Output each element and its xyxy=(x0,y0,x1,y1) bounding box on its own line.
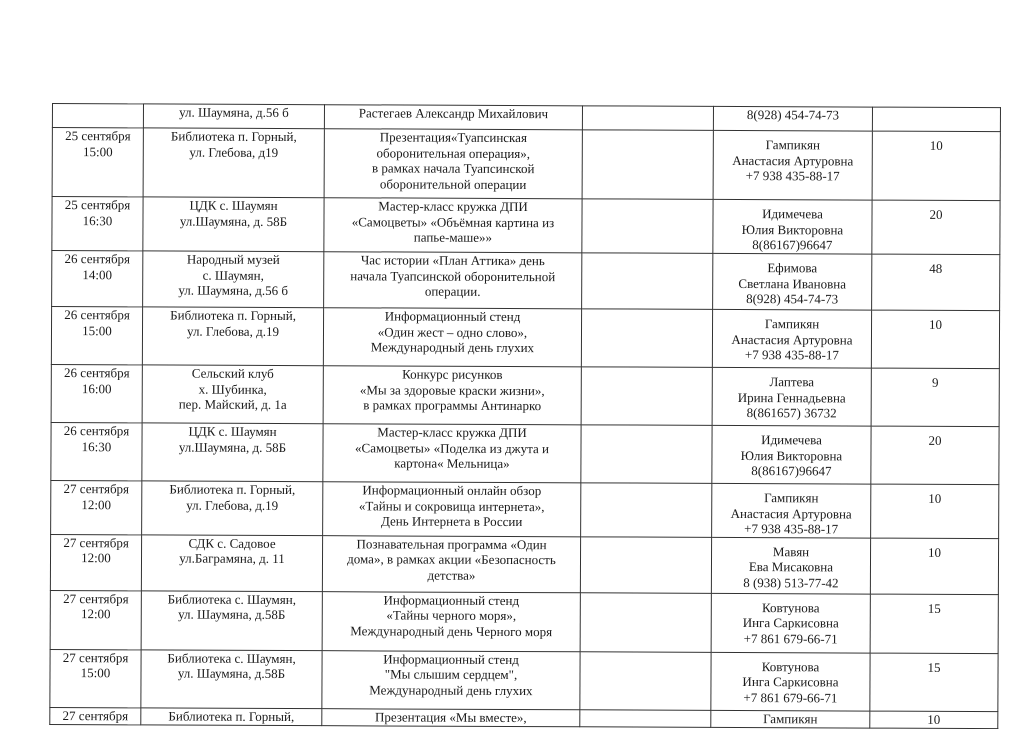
cell-extra xyxy=(580,536,711,593)
cell-date: 25 сентября 16:30 xyxy=(52,197,143,251)
table-row xyxy=(51,364,999,426)
cell-contact: Ефимова Светлана Ивановна 8(928) 454-74-73 xyxy=(713,253,872,310)
cell-contact: Гампикян Анастасия Артуровна +7 938 435-88-17 xyxy=(712,309,871,368)
cell-count: 10 xyxy=(871,310,999,369)
events-table xyxy=(49,103,1001,729)
table-row xyxy=(52,197,1000,255)
table-row xyxy=(51,422,999,484)
cell-place: Библиотека п. Горный, xyxy=(141,707,322,725)
cell-extra xyxy=(582,199,713,254)
table-row xyxy=(51,480,999,538)
cell-place: Библиотека п. Горный, ул. Глебова, д.19 xyxy=(142,481,323,535)
cell-contact: Идимечева Юлия Викторовна 8(86167)96647 xyxy=(713,199,872,254)
table-row xyxy=(50,707,998,728)
cell-contact: Гампикян Анастасия Артуровна +7 938 435-88-17 xyxy=(712,483,871,537)
cell-count: 20 xyxy=(871,426,999,485)
cell-event: Час истории «План Аттика» день начала Туапсинской оборонительной операции. xyxy=(324,252,582,309)
table-row xyxy=(51,307,999,369)
table-row xyxy=(50,534,998,594)
table-row xyxy=(52,251,1000,311)
cell-event: Информационный стенд «Один жест – одно слово», Международный день глухих xyxy=(323,308,581,367)
cell-contact: Гампикян xyxy=(711,710,870,728)
cell-event: Растегаев Александр Михайлович xyxy=(324,105,582,130)
cell-count: 10 xyxy=(872,131,1000,201)
cell-count: 15 xyxy=(870,653,998,712)
cell-event: Презентация «Мы вместе», xyxy=(322,708,580,726)
cell-contact: Мавян Ева Мисаковна 8 (938) 513-77-42 xyxy=(711,537,870,594)
cell-contact: Ковтунова Инга Саркисовна +7 861 679-66-71 xyxy=(711,593,870,653)
cell-extra xyxy=(580,709,711,727)
cell-contact: 8(928) 454-74-73 xyxy=(713,106,872,131)
cell-date: 27 сентября 15:00 xyxy=(50,649,141,707)
cell-extra xyxy=(581,483,712,537)
cell-count xyxy=(872,107,1000,132)
cell-place: Библиотека п. Горный, ул. Глебова, д.19 xyxy=(142,307,323,366)
cell-event: Мастер-класс кружка ДПИ «Самоцветы» «Объёмная картина из папье-маше»» xyxy=(324,198,582,253)
cell-date: 26 сентября 14:00 xyxy=(52,251,143,307)
cell-contact: Ковтунова Инга Саркисовна +7 861 679-66-71 xyxy=(711,652,870,711)
cell-place: Библиотека с. Шаумян, ул. Шаумяна, д.58Б xyxy=(141,649,322,708)
cell-event: Информационный стенд «Тайны черного моря», Международный день Черного моря xyxy=(322,591,580,651)
cell-event: Конкурс рисунков «Мы за здоровые краски жизни», в рамках программы Антинарко xyxy=(323,366,581,425)
cell-extra xyxy=(581,309,712,368)
cell-event: Информационный онлайн обзор «Тайны и сокровища интернета», День Интернета в России xyxy=(323,482,581,537)
cell-date: 27 сентября xyxy=(50,707,141,724)
cell-place: Библиотека п. Горный, ул. Глебова, д19 xyxy=(143,128,324,198)
cell-count: 10 xyxy=(870,538,998,595)
cell-event: Презентация«Туапсинская оборонительная операция», в рамках начала Туапсинской оборонительной операции xyxy=(324,129,582,199)
cell-extra xyxy=(580,592,711,652)
cell-extra xyxy=(582,253,713,310)
table-row xyxy=(50,649,998,711)
cell-count: 48 xyxy=(872,254,1000,311)
cell-place: ул. Шаумяна, д.56 б xyxy=(143,104,324,129)
cell-contact: Гампикян Анастасия Артуровна +7 938 435-88-17 xyxy=(713,130,872,200)
cell-extra xyxy=(580,651,711,710)
cell-date: 27 сентября 12:00 xyxy=(50,590,141,649)
cell-contact: Идимечева Юлия Викторовна 8(86167)96647 xyxy=(712,425,871,484)
cell-date: 27 сентября 12:00 xyxy=(51,480,142,534)
cell-count: 10 xyxy=(871,484,999,538)
cell-extra xyxy=(581,425,712,484)
cell-contact: Лаптева Ирина Геннадьевна 8(861657) 36732 xyxy=(712,367,871,426)
table-row xyxy=(50,590,998,653)
cell-date: 26 сентября 16:00 xyxy=(51,364,142,422)
cell-date: 26 сентября 16:30 xyxy=(51,422,142,480)
cell-count: 20 xyxy=(872,200,1000,255)
cell-place: Библиотека с. Шаумян, ул. Шаумяна, д.58Б xyxy=(141,590,322,650)
cell-event: Мастер-класс кружка ДПИ «Самоцветы» «Поделка из джута и картона« Мельница» xyxy=(323,424,581,483)
cell-place: Народный музей с. Шаумян, ул. Шаумяна, д.56 б xyxy=(143,251,324,308)
cell-date: 27 сентября 12:00 xyxy=(50,534,141,590)
cell-count: 9 xyxy=(871,368,999,427)
cell-event: Информационный стенд "Мы слышим сердцем", Международный день глухих xyxy=(322,650,580,709)
cell-place: СДК с. Садовое ул.Баграмяна, д. 11 xyxy=(141,534,322,591)
cell-count: 10 xyxy=(870,711,998,729)
table-row xyxy=(52,128,1000,201)
cell-event: Познавательная программа «Один дома», в рамках акции «Безопасность детства» xyxy=(322,535,580,592)
cell-extra xyxy=(582,130,713,200)
cell-place: Сельский клуб х. Шубинка, пер. Майский, д. 1а xyxy=(142,365,323,424)
cell-count: 15 xyxy=(870,594,998,654)
cell-place: ЦДК с. Шаумян ул.Шаумяна, д. 58Б xyxy=(143,197,324,252)
cell-date: 26 сентября 15:00 xyxy=(51,307,142,365)
cell-place: ЦДК с. Шаумян ул.Шаумяна, д. 58Б xyxy=(142,423,323,482)
cell-date: 25 сентября 15:00 xyxy=(52,128,143,197)
cell-extra xyxy=(582,106,713,131)
cell-extra xyxy=(581,367,712,426)
cell-date xyxy=(52,104,143,128)
